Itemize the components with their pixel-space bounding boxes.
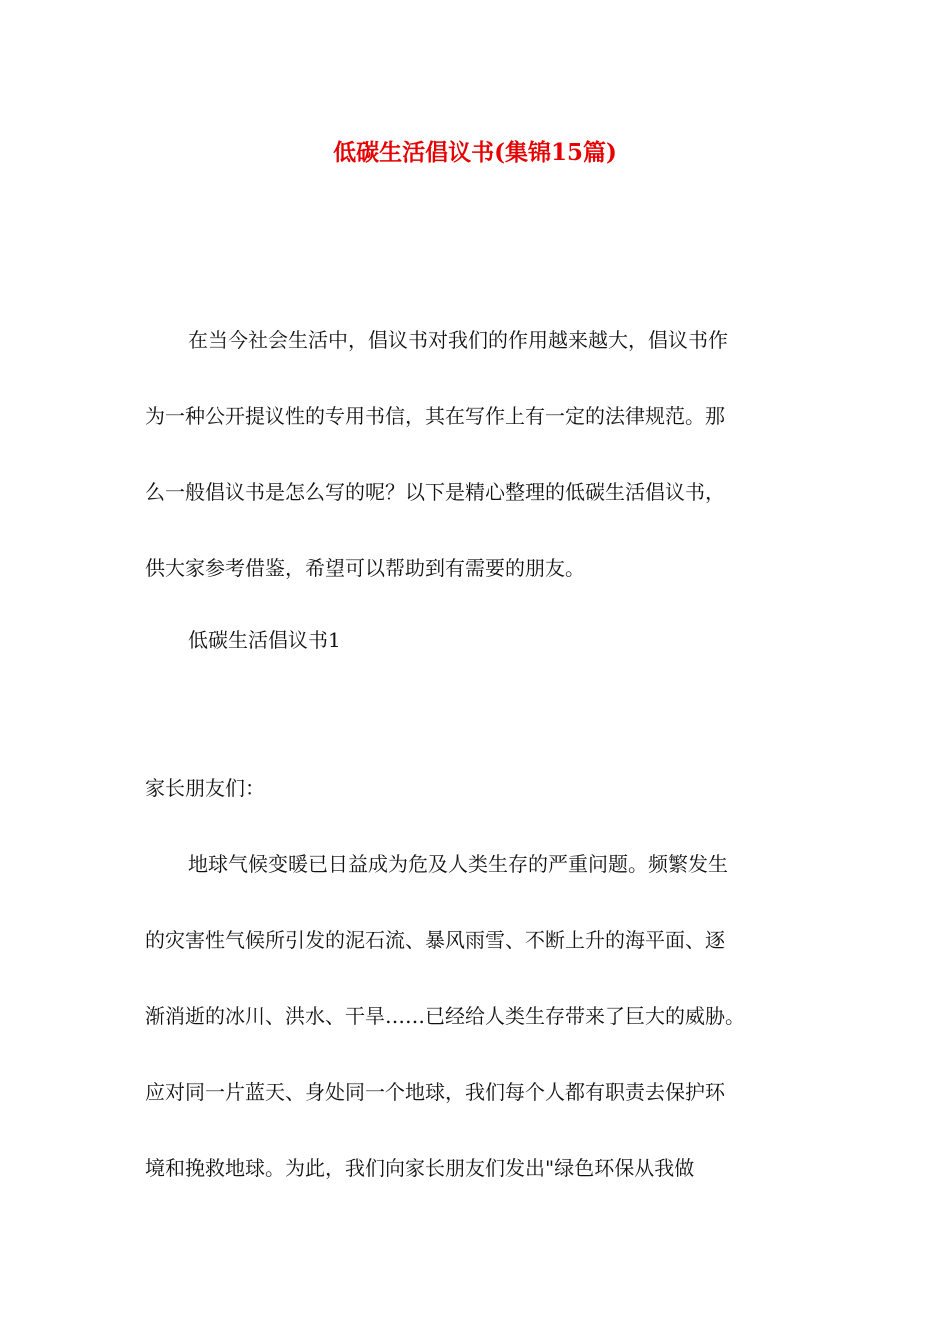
- intro-line-4: 供大家参考借鉴，希望可以帮助到有需要的朋友。: [145, 556, 585, 580]
- document-title: 低碳生活倡议书(集锦15篇): [333, 139, 617, 166]
- intro-line-1: 在当今社会生活中，倡议书对我们的作用越来越大，倡议书作: [188, 328, 728, 352]
- body-line-1: 地球气候变暖已日益成为危及人类生存的严重问题。频繁发生: [188, 852, 728, 876]
- body-line-2: 的灾害性气候所引发的泥石流、暴风雨雪、不断上升的海平面、逐: [145, 928, 725, 952]
- intro-line-2: 为一种公开提议性的专用书信，其在写作上有一定的法律规范。那: [145, 404, 725, 428]
- intro-line-3: 么一般倡议书是怎么写的呢？以下是精心整理的低碳生活倡议书，: [145, 480, 725, 504]
- body-line-5: 境和挽救地球。为此，我们向家长朋友们发出"绿色环保从我做: [145, 1156, 695, 1180]
- section-heading: 低碳生活倡议书1: [188, 628, 341, 652]
- body-line-3: 渐消逝的冰川、洪水、干旱……已经给人类生存带来了巨大的威胁。: [145, 1004, 745, 1028]
- salutation: 家长朋友们：: [145, 776, 265, 800]
- body-line-4: 应对同一片蓝天、身处同一个地球，我们每个人都有职责去保护环: [145, 1080, 725, 1104]
